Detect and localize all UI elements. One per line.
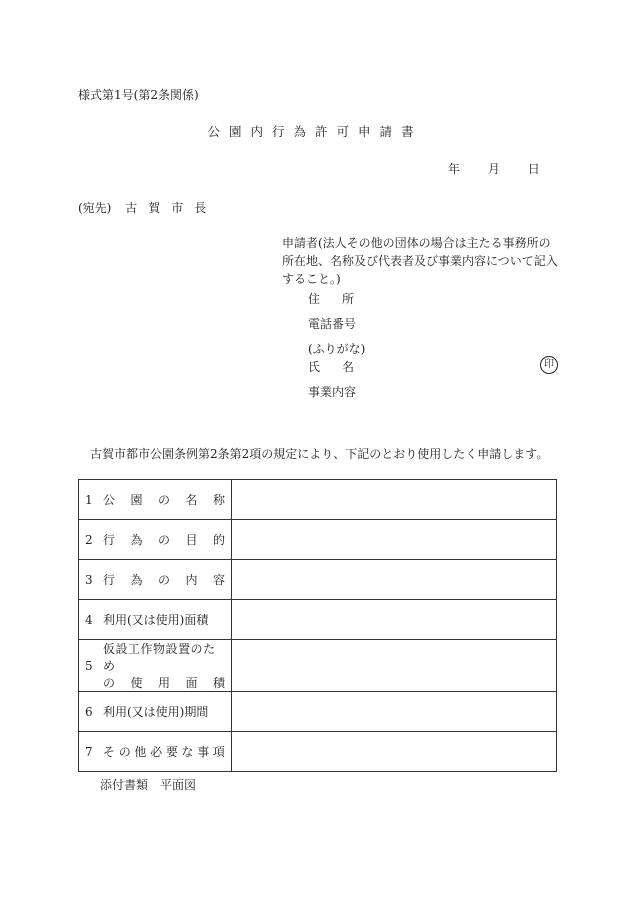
purpose-input[interactable]: [232, 520, 557, 560]
row-label: 利用(又は使用)面積: [103, 613, 209, 627]
table-row: [79, 520, 557, 560]
row-label-line2: [103, 674, 225, 691]
label-char: 積: [212, 676, 225, 690]
label-char: 為: [130, 533, 143, 547]
label-char: 行: [103, 533, 116, 547]
label-char: 公: [103, 493, 116, 507]
label-char: そ: [103, 745, 116, 759]
label-char: 面: [185, 676, 198, 690]
label-char: 園: [130, 493, 143, 507]
business-label: 事業内容: [308, 385, 357, 399]
table-row: [79, 560, 557, 600]
form-number: 様式第1号(第2条関係): [78, 88, 199, 102]
row-number: 3: [85, 572, 93, 587]
label-char: の: [103, 676, 116, 690]
row-label: [103, 571, 231, 588]
addressee: [78, 199, 217, 216]
label-char: 事: [197, 745, 210, 759]
address-label: 住所: [308, 292, 377, 306]
table-row: [79, 480, 557, 520]
label-char: な: [181, 745, 194, 759]
row-label: [103, 491, 231, 508]
row-label: 利用(又は使用)期間: [103, 705, 209, 719]
park-name-input[interactable]: [232, 480, 557, 520]
statement-text: 古賀市都市公園条例第2条第2項の規定により、下記のとおり使用したく申請します。: [90, 447, 549, 461]
row-label: [103, 640, 231, 691]
applicant-note: 申請者(法人その他の団体の場合は主たる事務所の所在地、名称及び代表者及び事業内容について記入すること。): [282, 236, 558, 286]
row-label-line1: 仮設工作物設置のため: [103, 642, 216, 673]
label-char: の: [157, 573, 170, 587]
row-number: 4: [85, 612, 93, 627]
temp-structure-area-input[interactable]: [232, 640, 557, 692]
date-month: 月: [487, 162, 500, 176]
label-char: 項: [212, 745, 225, 759]
row-number: 2: [85, 532, 93, 547]
row-label: [103, 531, 231, 548]
table-row: [79, 692, 557, 732]
row-number: 5: [85, 658, 93, 673]
label-char: 為: [130, 573, 143, 587]
name-label: 氏名: [308, 360, 377, 374]
date-line: [448, 160, 540, 177]
row-number: 7: [85, 744, 93, 759]
content-input[interactable]: [232, 560, 557, 600]
attachments-note: 添付書類 平面図: [100, 778, 197, 792]
label-char: 容: [212, 573, 225, 587]
addressee-name: 古賀市長: [125, 201, 218, 215]
addressee-prefix: (宛先): [78, 201, 112, 215]
phone-label: 電話番号: [308, 317, 357, 331]
other-matters-input[interactable]: [232, 732, 557, 772]
row-number: 1: [85, 492, 93, 507]
label-char: 要: [165, 745, 178, 759]
document-title: 公園内行為許可申請書: [207, 124, 423, 139]
label-char: の: [157, 493, 170, 507]
label-char: 称: [212, 493, 225, 507]
period-input[interactable]: [232, 692, 557, 732]
label-char: 名: [185, 493, 198, 507]
table-row: [79, 600, 557, 640]
label-char: 使: [130, 676, 143, 690]
label-char: の: [157, 533, 170, 547]
row-label: [103, 743, 231, 760]
items-table: [78, 479, 557, 772]
table-row: [79, 640, 557, 692]
label-char: 的: [212, 533, 225, 547]
seal-icon: 印: [540, 356, 558, 374]
date-year: 年: [448, 162, 461, 176]
furigana-label: (ふりがな): [308, 342, 366, 356]
table-row: [79, 732, 557, 772]
area-input[interactable]: [232, 600, 557, 640]
label-char: 目: [185, 533, 198, 547]
label-char: 内: [185, 573, 198, 587]
label-char: 他: [134, 745, 147, 759]
row-number: 6: [85, 704, 93, 719]
label-char: の: [118, 745, 131, 759]
label-char: 用: [157, 676, 170, 690]
date-day: 日: [527, 162, 540, 176]
label-char: 行: [103, 573, 116, 587]
label-char: 必: [150, 745, 163, 759]
